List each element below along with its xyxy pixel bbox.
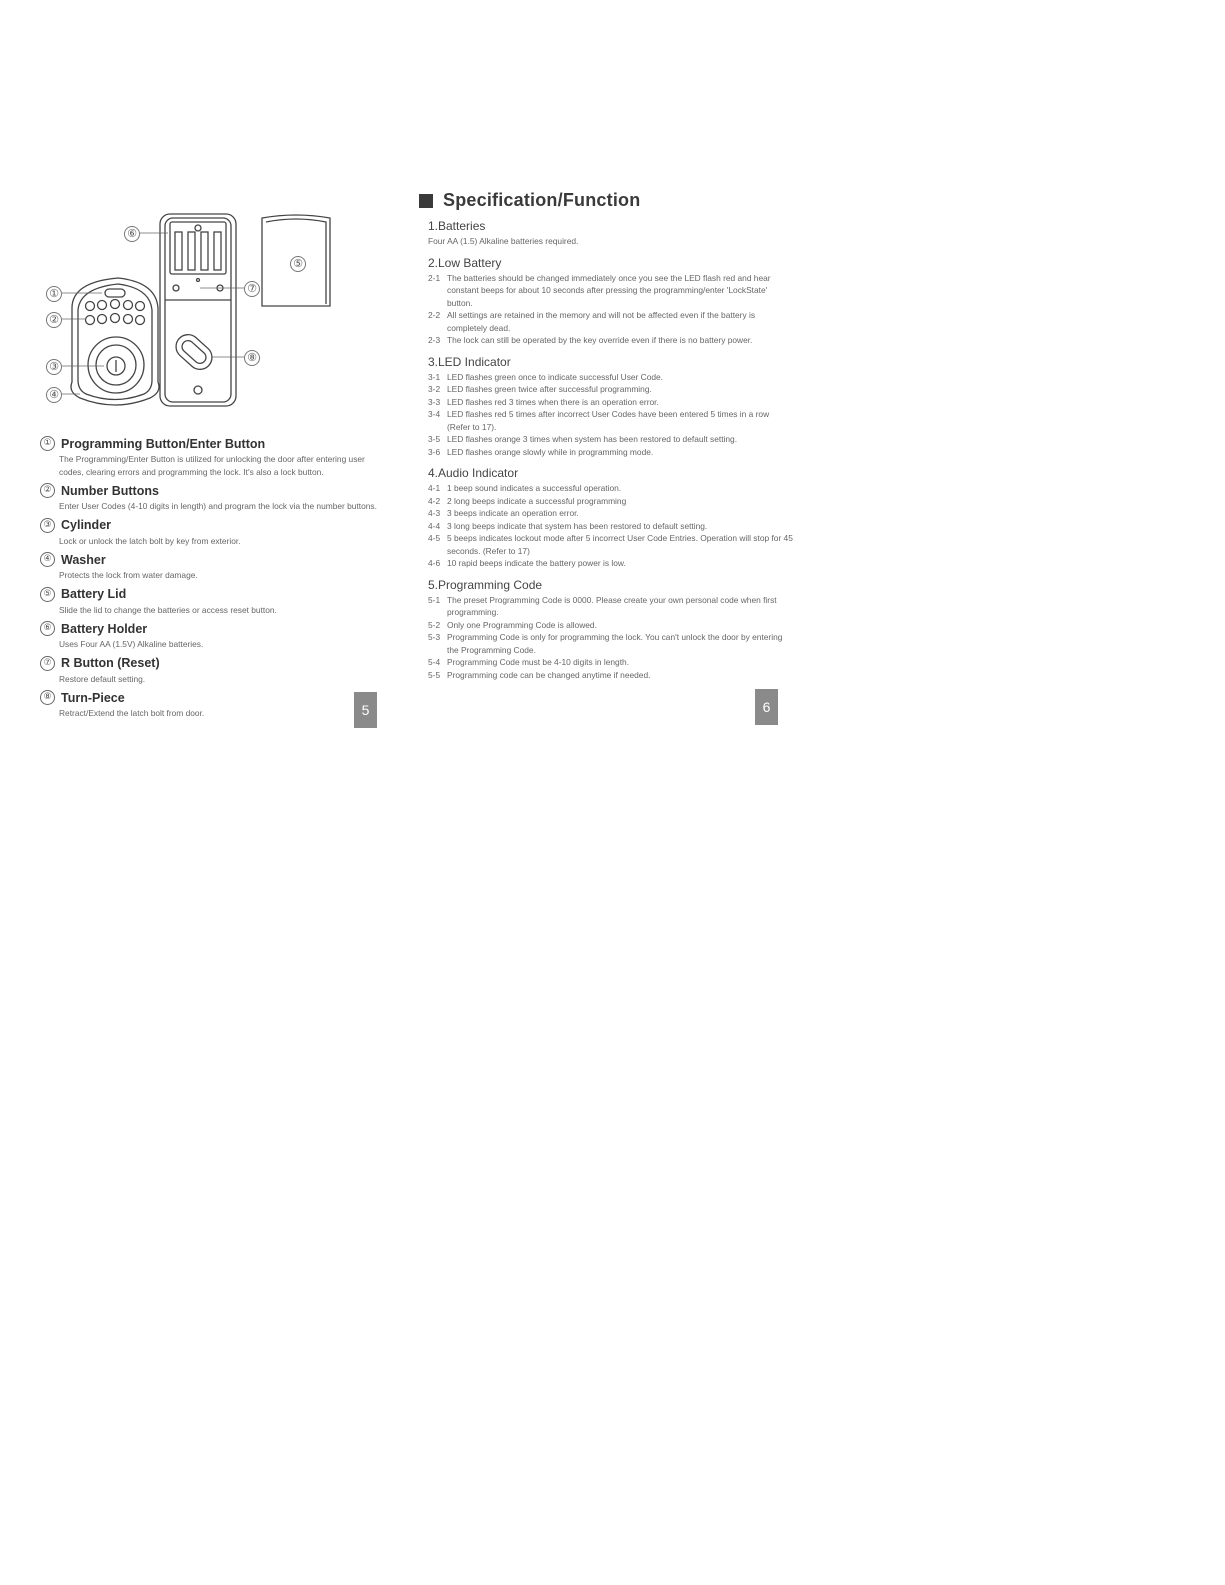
screw-left [173, 285, 179, 291]
spec-item [428, 371, 793, 384]
parts-list [40, 436, 380, 725]
item-text: LED flashes orange slowly while in programming mode. [447, 446, 654, 457]
item-text: 10 rapid beeps indicate the battery power is low. [447, 558, 626, 568]
item-number: 4-6 [428, 558, 441, 568]
item-text: 5 beeps indicates lockout mode after 5 incorrect User Code Entries. Operation will stop for 45 seconds. (Refer to 17) [447, 533, 793, 556]
item-text: The preset Programming Code is 0000. Please create your own personal code when first programming. [447, 594, 777, 617]
item-text: Programming code can be changed anytime if needed. [447, 669, 651, 680]
item-text: 1 beep sound indicates a successful operation. [447, 483, 622, 493]
item-text: LED flashes green twice after successful programming. [447, 384, 652, 394]
part-number: ⑦ [40, 656, 55, 671]
spec-item [428, 396, 793, 409]
section-header [419, 190, 640, 211]
callout-6: ⑥ [124, 226, 140, 242]
part-title: Programming Button/Enter Button [61, 436, 266, 451]
interior-unit-outline [160, 214, 236, 406]
section-title: 3.LED Indicator [428, 354, 511, 369]
item-number: 2-3 [428, 335, 441, 345]
section-title: 1.Batteries [428, 219, 486, 233]
spec-item [428, 482, 793, 495]
spec-item [428, 272, 793, 310]
reset-hole [197, 279, 200, 282]
item-text: LED flashes red 5 times after incorrect User Codes have been entered 5 times in a row (Refer to 17). [447, 409, 770, 432]
spec-section [428, 466, 793, 570]
spec-item [428, 433, 793, 446]
part-title: Number Buttons [61, 483, 159, 498]
spec-section [428, 256, 793, 347]
section-title: 4.Audio Indicator [428, 466, 519, 480]
part-item [40, 621, 380, 651]
item-text: 2 long beeps indicate a successful programming [447, 495, 627, 506]
item-number: 3-1 [428, 371, 441, 382]
item-number: 4-1 [428, 483, 441, 493]
part-title: R Button (Reset) [61, 656, 160, 670]
keypad-buttons [86, 300, 145, 325]
part-title: Battery Holder [61, 621, 148, 636]
item-text: 3 long beeps indicate that system has been restored to default setting. [447, 520, 708, 531]
page-title: Specification/Function [443, 190, 641, 210]
spec-section [428, 578, 793, 682]
item-number: 5-4 [428, 657, 441, 667]
item-number: 3-3 [428, 396, 441, 407]
program-button-shape [105, 289, 125, 297]
part-item [40, 587, 380, 617]
item-text: LED flashes green once to indicate successful User Code. [447, 371, 664, 382]
part-description: Lock or unlock the latch bolt by key from exterior. [59, 535, 241, 546]
callout-5: ⑤ [290, 256, 306, 272]
part-number: ⑥ [40, 621, 55, 636]
item-number: 5-3 [428, 632, 441, 642]
item-text: All settings are retained in the memory and will not be affected even if the battery is completely dead. [447, 310, 756, 333]
part-item [40, 690, 380, 720]
part-number: ④ [40, 552, 55, 567]
spec-sections [428, 219, 793, 689]
part-title: Washer [61, 552, 106, 567]
item-text: 3 beeps indicate an operation error. [447, 508, 579, 518]
spec-item [428, 309, 793, 334]
spec-item [428, 334, 793, 347]
spec-item [428, 594, 793, 619]
part-number: ① [40, 436, 55, 451]
callout-8: ⑧ [244, 350, 260, 366]
callout-2: ② [46, 312, 62, 328]
item-number: 3-5 [428, 434, 441, 444]
part-description: Protects the lock from water damage. [59, 570, 198, 580]
left-page [0, 0, 400, 740]
battery-holder-shape [170, 222, 226, 274]
section-title: 5.Programming Code [428, 577, 543, 592]
part-title: Cylinder [61, 518, 112, 532]
section-title: 2.Low Battery [428, 255, 502, 270]
callout-4: ④ [46, 387, 62, 403]
item-number: 5-2 [428, 619, 441, 630]
item-text: The batteries should be changed immediately once you see the LED flash red and hear constant beeps for about 10 seconds after pressing the programming/enter 'LockState' button. [447, 272, 771, 308]
part-number: ⑧ [40, 690, 55, 705]
spec-section [428, 219, 793, 248]
item-number: 3-2 [428, 384, 441, 394]
part-description: Retract/Extend the latch bolt from door. [59, 708, 205, 718]
part-description: Enter User Codes (4-10 digits in length) and program the lock via the number buttons. [59, 501, 377, 511]
spec-section [428, 355, 793, 459]
item-number: 3-4 [428, 409, 441, 419]
spec-item [428, 520, 793, 533]
bottom-screw [194, 386, 202, 394]
spec-item [428, 408, 793, 433]
lock-diagram [0, 200, 400, 420]
callout-7: ⑦ [244, 281, 260, 297]
item-number: 4-4 [428, 520, 441, 531]
spec-item [428, 631, 793, 656]
spec-item [428, 656, 793, 669]
part-title: Turn-Piece [61, 690, 125, 705]
part-description: Restore default setting. [59, 673, 146, 684]
part-item [40, 436, 380, 478]
item-number: 4-5 [428, 533, 441, 543]
item-number: 5-1 [428, 594, 441, 605]
item-number: 3-6 [428, 446, 441, 457]
spec-item [428, 669, 793, 682]
lock-illustration [0, 200, 400, 420]
item-text: Programming Code is only for programming the lock. You can't unlock the door by entering the Programming Code. [447, 632, 783, 655]
item-text: LED flashes red 3 times when there is an operation error. [447, 396, 659, 407]
part-number: ② [40, 483, 55, 498]
spec-item [428, 446, 793, 459]
spec-item [428, 383, 793, 396]
right-page [405, 0, 815, 740]
part-item [40, 552, 380, 582]
turn-piece-shape [171, 330, 217, 375]
spec-item [428, 495, 793, 508]
part-item [40, 518, 380, 548]
section-intro: Four AA (1.5) Alkaline batteries required. [428, 236, 579, 246]
item-text: The lock can still be operated by the key override even if there is no battery power. [447, 335, 753, 345]
spec-item [428, 557, 793, 570]
header-square-icon [419, 194, 433, 208]
callout-3: ③ [46, 359, 62, 375]
spec-item [428, 532, 793, 557]
spec-item [428, 619, 793, 632]
item-number: 2-2 [428, 310, 441, 320]
item-number: 2-1 [428, 272, 441, 283]
item-text: Only one Programming Code is allowed. [447, 619, 597, 630]
spec-item [428, 507, 793, 520]
item-number: 4-2 [428, 495, 441, 506]
page-number-6: 6 [755, 689, 778, 725]
callout-1: ① [46, 286, 62, 302]
part-title: Battery Lid [61, 587, 127, 601]
part-description: The Programming/Enter Button is utilized for unlocking the door after entering user codes, clearing errors and programming the lock. It's also a lock button. [59, 454, 365, 477]
part-number: ⑤ [40, 587, 55, 602]
item-text: LED flashes orange 3 times when system has been restored to default setting. [447, 434, 738, 444]
item-text: Programming Code must be 4-10 digits in length. [447, 657, 630, 667]
part-description: Uses Four AA (1.5V) Alkaline batteries. [59, 639, 204, 649]
part-item [40, 656, 380, 686]
page-number-5: 5 [354, 692, 377, 728]
part-item [40, 483, 380, 513]
part-description: Slide the lid to change the batteries or access reset button. [59, 604, 277, 615]
item-number: 4-3 [428, 508, 441, 518]
item-number: 5-5 [428, 669, 441, 680]
part-number: ③ [40, 518, 55, 533]
